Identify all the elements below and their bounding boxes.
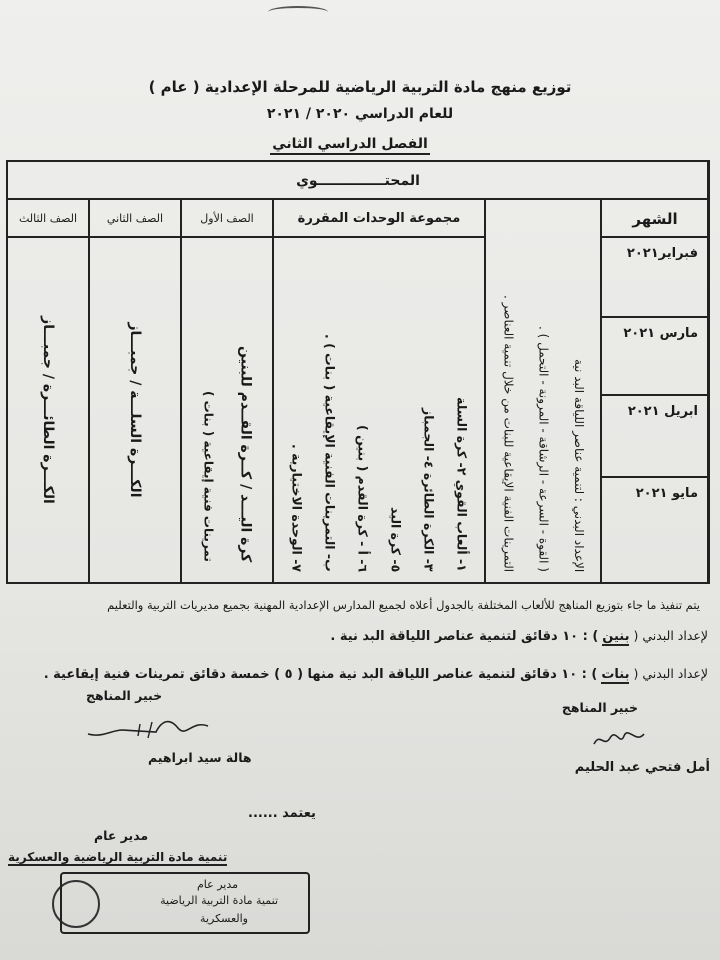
girls-fitness-note bbox=[44, 666, 708, 684]
girls-label: لإعداد البدني ( bbox=[633, 666, 708, 681]
director-department: تنمية مادة التربية الرياضية والعسكرية bbox=[8, 850, 228, 864]
month-row bbox=[602, 396, 708, 478]
right-signatory-role: خبير المناهج bbox=[561, 700, 638, 715]
semester-title: الفصل الدراسي الثاني bbox=[270, 136, 430, 155]
grade1-line: تمرينات فنية إيقاعية ( بنات ) bbox=[201, 391, 216, 562]
girls-word: بنات bbox=[601, 667, 630, 682]
grade2-header: الصف الثاني bbox=[90, 200, 180, 238]
units-line: ٦- أ - كرة القدم ( بنين ) bbox=[355, 424, 371, 572]
pen-mark bbox=[268, 6, 328, 18]
units-line: ٥- كرة اليد bbox=[388, 506, 404, 572]
curriculum-table bbox=[6, 160, 710, 584]
grade1-line: كرة اليـــد / كــرة القــدم للبنين bbox=[237, 345, 254, 562]
implementation-note: يتم تنفيذ ما جاء بتوزيع المناهج للألعاب المختلفة بالجدول أعلاه لجميع المدارس الإعدادية المهنية بجميع مديريات التربية والتعليم bbox=[107, 598, 700, 612]
stamp-line: والعسكرية bbox=[200, 912, 248, 925]
grade1-lines bbox=[182, 240, 272, 582]
month-header: الشهر bbox=[602, 200, 708, 238]
month-label: فبراير٢٠٢١ bbox=[626, 246, 698, 261]
month-row bbox=[602, 238, 708, 318]
content-header: المحتــــــــــــــوي bbox=[8, 162, 708, 200]
grade3-column bbox=[8, 200, 88, 582]
month-row bbox=[602, 318, 708, 396]
fitness-lines bbox=[486, 206, 600, 582]
academic-year: للعام الدراسي ٢٠٢٠ / ٢٠٢١ bbox=[266, 106, 454, 122]
approval-label: يعتمد ...... bbox=[248, 806, 316, 821]
document-title: توزيع منهج مادة التربية الرياضية للمرحلة الإعدادية ( عام ) bbox=[148, 78, 572, 96]
fitness-column bbox=[484, 200, 600, 582]
month-label: ابريل ٢٠٢١ bbox=[627, 404, 698, 419]
grade3-content: الكـــرة الطائـــرة / جمبـــاز bbox=[40, 316, 56, 504]
left-signatory-name: هالة سيد ابراهيم bbox=[148, 750, 252, 765]
grade2-column bbox=[88, 200, 180, 582]
grade2-content: الكـــرة السلـــة / جمبـــاز bbox=[127, 322, 143, 498]
month-row bbox=[602, 478, 708, 582]
month-label: مارس ٢٠٢١ bbox=[623, 326, 698, 341]
units-column bbox=[272, 200, 484, 582]
month-label: مايو ٢٠٢١ bbox=[635, 486, 698, 501]
left-signatory-role: خبير المناهج bbox=[86, 688, 163, 703]
units-lines bbox=[274, 240, 484, 582]
units-line: ٧- الوحدة الاختيارية . bbox=[289, 443, 305, 572]
grade3-header: الصف الثالث bbox=[8, 200, 88, 238]
units-line: ٣- الكرة الطائرة ٤- الجمباز bbox=[421, 408, 437, 572]
stamp-line: مدير عام bbox=[196, 878, 238, 891]
units-line: ب- التمرينات الفنية الإيقاعية ( بنات ) . bbox=[322, 334, 338, 572]
units-line: ١- ألعاب القوي ٢- كرة السلة bbox=[454, 397, 470, 572]
boys-rest: ) : ١٠ دقائق لتنمية عناصر اللياقة البد نية . bbox=[330, 629, 599, 644]
director-role: مدير عام bbox=[94, 828, 149, 843]
fitness-line: التمرينات الفنية الإيقاعية للبنات من خلال تنمية العناصر . bbox=[501, 294, 516, 572]
months-column bbox=[600, 200, 708, 582]
boys-label: لإعداد البدني ( bbox=[633, 628, 708, 643]
fitness-line: الإعداد البدني : لتنمية عناصر اللياقة البد نية bbox=[571, 358, 586, 572]
grade1-column bbox=[180, 200, 272, 582]
grade1-header: الصف الأول bbox=[182, 200, 272, 238]
boys-word: بنين bbox=[602, 629, 630, 644]
fitness-line: ( القوة - السرعة - الرشاقة - المرونة - التحمل ) . bbox=[536, 326, 551, 572]
left-signature bbox=[82, 716, 212, 744]
official-stamp bbox=[60, 872, 310, 934]
right-signatory-name: أمل فتحي عبد الحليم bbox=[574, 760, 710, 775]
girls-rest: ) : ١٠ دقائق لتنمية عناصر اللياقة البد نية منها ( ٥ ) خمسة دقائق تمرينات فنية إيقاعية . bbox=[43, 667, 598, 682]
stamp-line: تنمية مادة التربية الرياضية bbox=[160, 894, 278, 907]
boys-fitness-note bbox=[330, 628, 708, 646]
units-header: مجموعة الوحدات المقررة bbox=[274, 200, 484, 238]
right-signature bbox=[590, 728, 648, 750]
